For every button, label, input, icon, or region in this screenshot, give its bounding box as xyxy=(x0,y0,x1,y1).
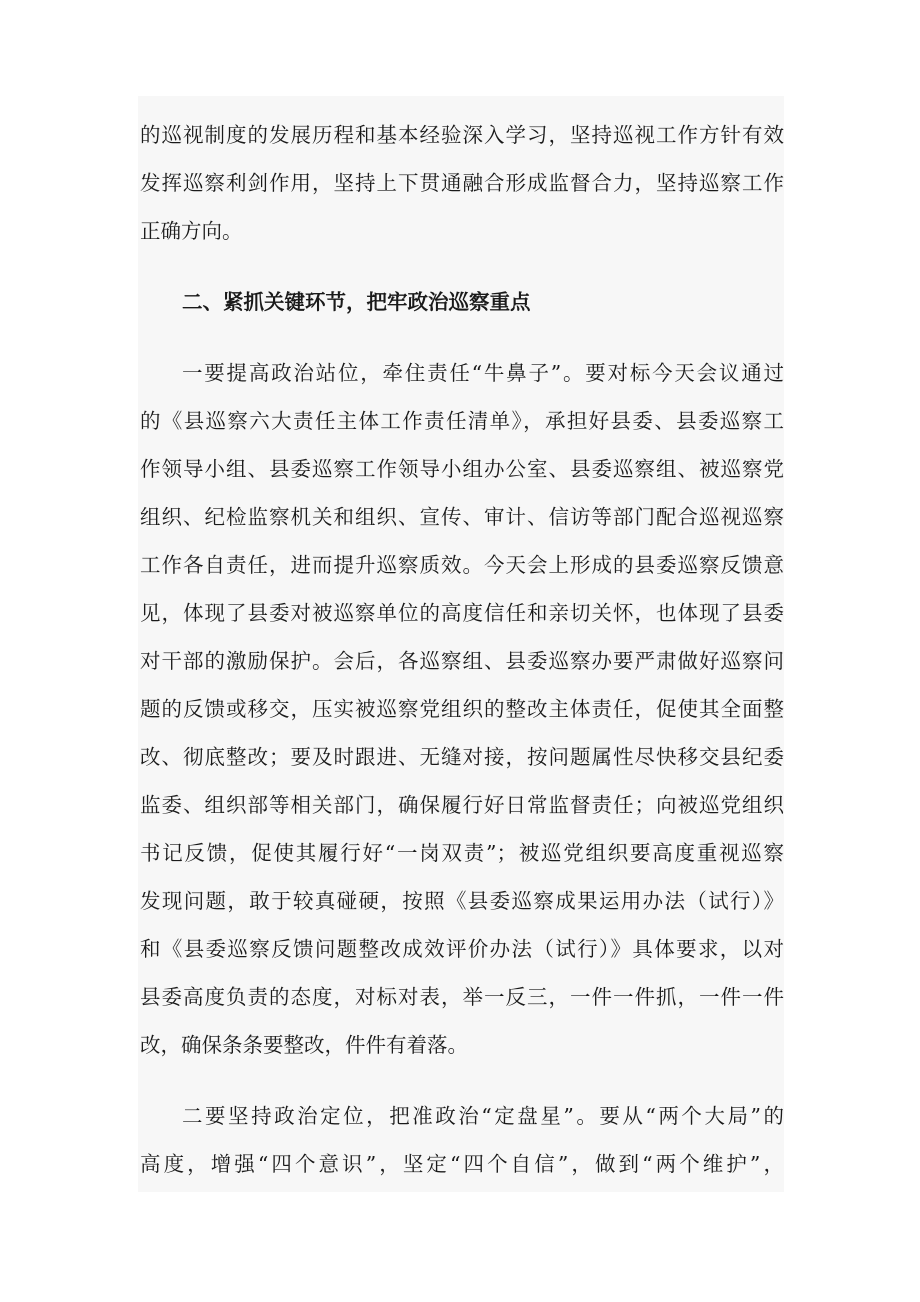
paragraph-line: 的《县巡察六大责任主体工作责任清单》，承担好县委、县委巡察工 xyxy=(140,409,784,433)
paragraph-line: 书记反馈，促使其履行好“一岗双责”；被巡党组织要高度重视巡察 xyxy=(140,841,784,865)
paragraph-line: 发现问题，敢于较真碰硬，按照《县委巡察成果运用办法（试行）》 xyxy=(140,889,784,913)
paragraph-line: 一要提高政治站位，牵住责任“牛鼻子”。要对标今天会议通过 xyxy=(182,361,784,385)
paragraph-line: 见，体现了县委对被巡察单位的高度信任和亲切关怀，也体现了县委 xyxy=(140,601,784,625)
paragraph-line: 监委、组织部等相关部门，确保履行好日常监督责任；向被巡党组织 xyxy=(140,793,784,817)
section-heading: 二、紧抓关键环节，把牢政治巡察重点 xyxy=(182,290,531,314)
paragraph-line: 题的反馈或移交，压实被巡察党组织的整改主体责任，促使其全面整 xyxy=(140,697,784,721)
paragraph-line: 改，确保条条要整改，件件有着落。 xyxy=(140,1033,468,1057)
paragraph-line: 工作各自责任，进而提升巡察质效。今天会上形成的县委巡察反馈意 xyxy=(140,553,784,577)
paragraph-line: 改、彻底整改；要及时跟进、无缝对接，按问题属性尽快移交县纪委 xyxy=(140,745,784,769)
paragraph-line: 对干部的激励保护。会后，各巡察组、县委巡察办要严肃做好巡察问 xyxy=(140,649,784,673)
paragraph-line: 正确方向。 xyxy=(140,219,243,243)
paragraph-line: 二要坚持政治定位，把准政治“定盘星”。要从“两个大局”的 xyxy=(182,1104,784,1128)
paragraph-line: 组织、纪检监察机关和组织、宣传、审计、信访等部门配合巡视巡察 xyxy=(140,505,784,529)
paragraph-line: 作领导小组、县委巡察工作领导小组办公室、县委巡察组、被巡察党 xyxy=(140,457,784,481)
paragraph-line: 和《县委巡察反馈问题整改成效评价办法（试行）》具体要求，以对 xyxy=(140,937,784,961)
paragraph-line: 发挥巡察利剑作用，坚持上下贯通融合形成监督合力，坚持巡察工作 xyxy=(140,171,784,195)
paragraph-line: 高度，增强“四个意识”，坚定“四个自信”，做到“两个维护”， xyxy=(140,1152,784,1176)
paragraph-line: 的巡视制度的发展历程和基本经验深入学习，坚持巡视工作方针有效 xyxy=(140,123,784,147)
paragraph-line: 县委高度负责的态度，对标对表，举一反三，一件一件抓，一件一件 xyxy=(140,985,784,1009)
